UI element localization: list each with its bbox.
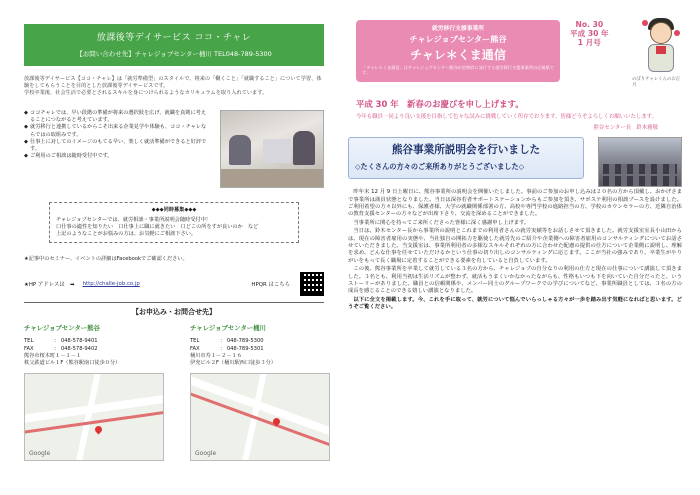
article-title: 熊谷事業所説明会を行いました [391, 144, 541, 157]
right-column [348, 16, 682, 313]
center-tel: ： 048-789-5300 [220, 338, 264, 345]
recruit-title: ◆◆◆同時募集◆◆◆ [151, 206, 197, 213]
center-fax: ： 048-578-9402 [54, 345, 98, 352]
service-intro [24, 76, 324, 98]
greeting-text: 今年も職員一同より良い支援を目指して色々な試みに挑戦していく所存でおります。皆様どうぞよろしくお願いいたします。 [356, 114, 658, 120]
bullet-item: ◆ ココチャレでは、早い段階の準備が将来の選択肢を広げ、就職を真剣に考えることにつながると考えています。 [24, 109, 207, 123]
diamond-icon: ◆ [24, 153, 28, 160]
article-closing: 以下に全文を掲載します。今、これを手に取って、就労について悩んでいらっしゃる方々が一歩を踏み出す気軽になればと思います。どうぞご覧ください。 [348, 296, 682, 311]
homepage-label: ★HP アドレスは ➡ [24, 282, 75, 289]
plum-blossom-icon [674, 30, 680, 36]
seminar-photo [598, 137, 682, 187]
intro-line: 学校卒業後、社会生活で必要とされるスキルを身につけられるようなカリキュラムを取り入れています。 [24, 90, 268, 97]
recruit-line: チャレジョブセンターでは、就労相談・事業所説明会随時受付中！ [56, 216, 211, 223]
center-fax: ： 048-789-5301 [220, 345, 264, 352]
article-paragraph: この後、熊谷事業所を卒業して就労している３名の方から、チャレジョブの自分なりの利用の仕方と現在の仕事について講演して頂きました。３名とも、利用当初は生活リズムが整わず、就活もうまくいかなかったながらも、性格もいつも下を向いていた自分だったと、いうストーリーがありました。職員との信頼関係や、メンバー同士のグループワークでの学びについてなど、事業所職員としては、３名の方の成長を感じることのできる嬉しい講演となりました。 [348, 266, 682, 295]
qr-label: HPQR はこちら [251, 282, 290, 289]
greeting-title: 平成 30 年 新春のお慶びを申し上げます。 [356, 99, 524, 109]
service-bullets [24, 110, 209, 161]
bullet-item: ◆ 就労移行と連携しているからこそ出来る企業見学や体験も、ココ・チャレならではの取組みです。 [24, 124, 207, 138]
recruit-box [49, 202, 299, 244]
bullet-item: ◆ ご利用のご相談は随時受付中です。 [24, 153, 113, 160]
qr-code-icon [300, 272, 324, 296]
article-paragraph: 当事業所に関心を持ってご来所くださった皆様に深く感謝申し上げます。 [353, 219, 530, 226]
issue-info [570, 20, 609, 47]
center-tel: ： 048-578-9401 [54, 338, 98, 345]
article-body [348, 189, 682, 312]
homepage-row [24, 272, 324, 296]
diamond-icon: ◆ [24, 138, 28, 145]
banner-kicker: 就労移行支援事業所 [431, 26, 485, 32]
banner-box [356, 20, 560, 82]
newsletter-banner [348, 16, 682, 94]
service-contact: 【お問い合わせ先】チャレジョブセンター桶川 TEL048-789-5300 [76, 50, 272, 58]
banner-center-name: チャレジョブセンター熊谷 [409, 34, 507, 44]
mascot-illustration [640, 16, 680, 74]
service-title: 放課後等デイサービス ココ・チャレ [96, 33, 252, 43]
issue-number: No. 30 [575, 20, 604, 29]
center-kumagaya: チャレジョブセンター熊谷 TEL ： 048-578-9401 FAX ： 048-578-9402 熊谷市桜木町１－１－１ 秩父鉄道ビル１F（熊谷駅南口徒歩０分） Google [24, 323, 164, 461]
mascot-caption: のぼりチャレくんのお正月 [632, 77, 681, 88]
diamond-icon: ◆ [24, 124, 28, 131]
service-details [24, 110, 324, 186]
recruit-line: 上記のようなことがお悩みの方は、お気軽にご相談下さい。 [56, 231, 197, 238]
left-column [24, 24, 324, 461]
map-kumagaya[interactable] [24, 373, 164, 461]
facebook-note: ★記事中のセミナー、イベントの詳細はFacebookでご確認ください。 [24, 256, 188, 263]
center-name: チャレジョブセンター熊谷 [24, 324, 100, 333]
center-address: 伊充ビル２F（桶川駅西口徒歩３分） [190, 360, 276, 367]
center-list [24, 323, 324, 461]
banner-title: チャレ＊くま通信 [410, 48, 506, 62]
article-paragraph: 当日は、鈴木センター長から事業所の説明とこれまでの利用者さんの就労実績等をお話しさせて頂きました。就労支援室室長小山田からは、現在の障害者雇用の実態や、当社独自の開拓力を駆使した就労先のご紹介や企業側への障害者雇用のコンサルティングについてお話させていただきました。当支援室は、事業所利用者の多様なスキルそれぞれの方に合わせた配慮の提供の仕方について企業側に説明し、理解を求め、どんな仕事を任せていただけるかという仕事の切り出しのコンサルティングに応じます。ここが当社の強みであり、卒業生がやりがいをもって長く職場に定着することができる要素を有していると自負しています。 [348, 228, 682, 264]
map-pin-icon [94, 425, 104, 435]
center-address: 秩父鉄道ビル１F（熊谷駅南口徒歩０分） [24, 360, 121, 367]
banner-description: 「チャレ＊くま通信」はチャレジョブセンター熊谷が定期的に発行する就労移行支援事業所の広報紙です。 [362, 65, 554, 76]
center-name: チャレジョブセンター桶川 [190, 324, 266, 333]
bullet-item: ◆ 仕事上に対してのイメージのもてる早い、楽しく就活準備ができると好評です。 [24, 138, 207, 153]
map-credit: Google [195, 450, 217, 458]
issue-month: 1 月号 [577, 38, 601, 47]
center-okegawa: チャレジョブセンター桶川 TEL ： 048-789-5300 FAX ： 048-789-5301 桶川市寿１－２－１６ 伊充ビル２F（桶川駅西口徒歩３分） Google [190, 323, 330, 461]
intro-line: 放課後等デイサービス【ココ・チャレ】は「就労準備型」のスタイルで、将来の「働くこと」「就職すること」について学習、体験をしてもらうことを目的とした放課後等デイサービスです。 [24, 76, 322, 90]
classroom-photo [220, 110, 324, 188]
article-heading [348, 137, 584, 179]
plum-blossom-icon [642, 20, 648, 26]
briefing-article [348, 137, 682, 312]
article-paragraph: 昨年末 12 月 9 日土曜日に、熊谷事業所の説明会を開催いたしました。事前のご参加のお申し込みは２０名の方から頂戴し、おかげさまで事業所は満員状態となりました。当日は深谷若者サポートステーションからもご参加を頂き、サポステ利用の相談ブースを設けました。ご利用希望の方々以外にも、保護者様、大学の就職関係部署の方、高校や専門学校の進路担当の方、学校のカウンセラーの方、近隣自治体の教育支援センターの方々などが出席下さり、交流を深めることができました。 [348, 189, 682, 218]
center-address: 桶川市寿１－２－１６ [190, 352, 242, 359]
greeting-signature: 熊谷センター長 鈴木雅敬 [593, 125, 658, 132]
map-okegawa[interactable] [190, 373, 330, 461]
homepage-link[interactable]: http://challe-job.co.jp [82, 281, 140, 288]
recruit-line: 口仕事の適性を知りたい 口仕事上に職に就きたい 口どこの所をすが良いのか など [56, 224, 259, 231]
center-address: 熊谷市桜木町１－１－１ [24, 352, 82, 359]
diamond-icon: ◆ [24, 109, 28, 116]
article-subtitle: ◇たくさんの方々のご来所ありがとうございました◇ [355, 162, 525, 172]
new-year-greeting [348, 98, 682, 131]
apply-title: 【お申込み・お問合せ先】 [24, 302, 324, 317]
issue-year: 平成 30 年 [570, 29, 609, 38]
service-header [24, 24, 324, 66]
map-credit: Google [29, 450, 51, 458]
